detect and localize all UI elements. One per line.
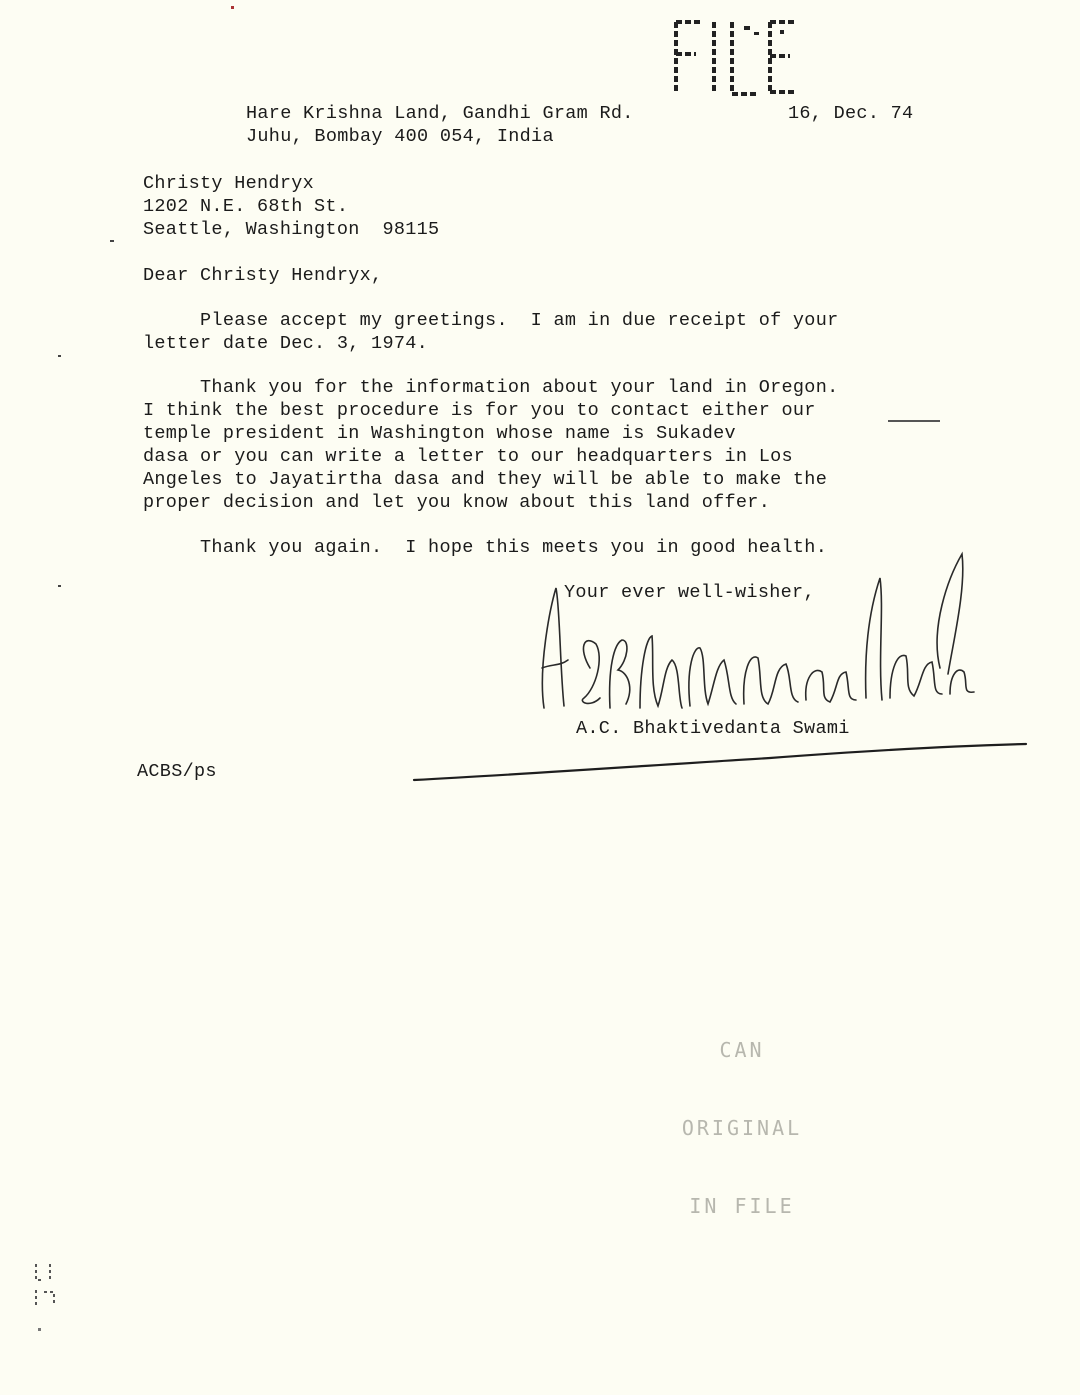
signatory-name: A.C. Bhaktivedanta Swami: [576, 718, 850, 739]
stamp-line1: CAN: [719, 1038, 765, 1062]
sender-address-line1: Hare Krishna Land, Gandhi Gram Rd.: [246, 103, 634, 124]
scan-artifact-bottom-left: [30, 1258, 70, 1338]
recipient-city: Seattle, Washington 98115: [143, 219, 440, 240]
file-stamp-graphic: [670, 14, 800, 98]
scan-mark-left: [58, 355, 61, 357]
letter-date: 16, Dec. 74: [788, 103, 914, 124]
sender-address-line2: Juhu, Bombay 400 054, India: [246, 126, 554, 147]
body-p1-line2: letter date Dec. 3, 1974.: [143, 333, 429, 354]
body-p2-line2: I think the best procedure is for you to contact either our: [143, 400, 816, 421]
scan-mark-top: [231, 6, 234, 9]
salutation: Dear Christy Hendryx,: [143, 265, 383, 286]
signature-underline: [410, 738, 1030, 788]
file-stamp: [670, 14, 800, 98]
body-p2-line5: Angeles to Jayatirtha dasa and they will be able to make the: [143, 469, 828, 490]
stamp-line2: ORIGINAL: [681, 1116, 803, 1140]
body-p2-line3: temple president in Washington whose name is Sukadev: [143, 423, 736, 444]
recipient-name: Christy Hendryx: [143, 173, 315, 194]
original-in-file-stamp: [672, 985, 812, 1271]
scan-mark-left2: [110, 240, 114, 242]
body-p2-line4: dasa or you can write a letter to our headquarters in Los: [143, 446, 793, 467]
body-p2-line6: proper decision and let you know about this land offer.: [143, 492, 771, 513]
valediction: Your ever well-wisher,: [564, 582, 815, 603]
body-p1-line1: Please accept my greetings. I am in due receipt of your: [143, 310, 839, 331]
scan-mark-left3: [58, 585, 61, 587]
typist-initials: ACBS/ps: [137, 761, 217, 782]
body-p3-line1: Thank you again. I hope this meets you in good health.: [143, 537, 828, 558]
stamp-line3: IN FILE: [689, 1194, 795, 1218]
body-p2-line1: Thank you for the information about your land in Oregon.: [143, 377, 839, 398]
scan-dash-right: [888, 420, 940, 422]
handwritten-signature: [530, 548, 990, 728]
recipient-street: 1202 N.E. 68th St.: [143, 196, 349, 217]
